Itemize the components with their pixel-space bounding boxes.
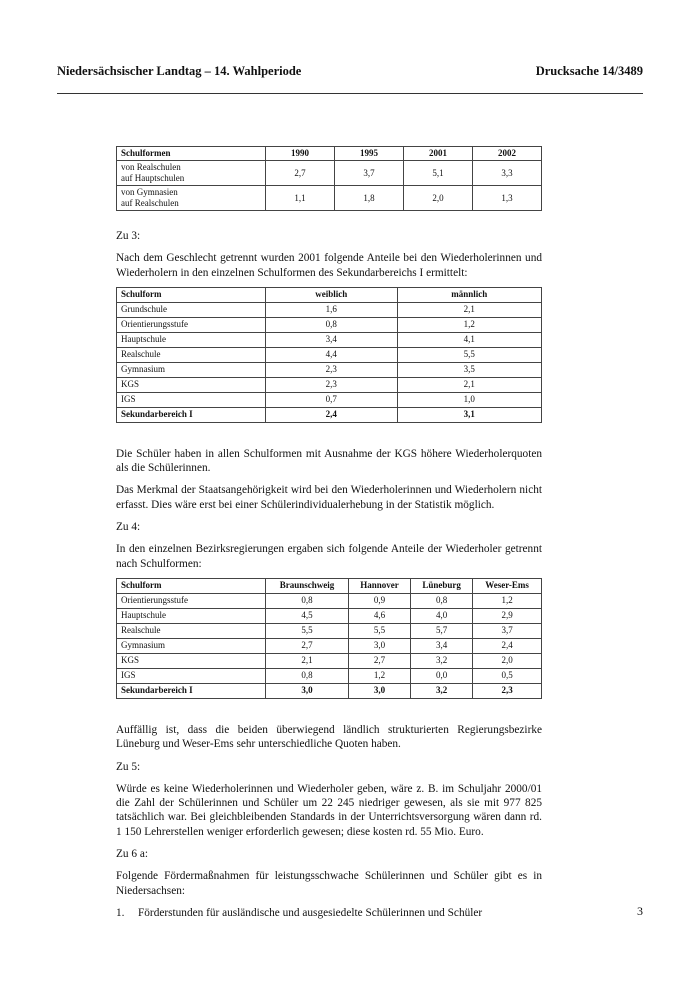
page-number: 3 [637, 904, 643, 918]
table-cell: 3,2 [411, 653, 473, 668]
table-cell: 3,4 [411, 638, 473, 653]
list-item [116, 906, 542, 920]
column-header: 2002 [473, 147, 542, 161]
row-label-line: auf Realschulen [121, 198, 179, 208]
row-label: Grundschule [117, 302, 266, 317]
row-label [117, 161, 266, 186]
table-row [117, 161, 542, 186]
table-cell: 5,7 [411, 623, 473, 638]
table-cell: 0,7 [266, 392, 398, 407]
table-cell: 3,7 [335, 161, 404, 186]
row-label-line: von Realschulen [121, 162, 181, 172]
table-row [117, 317, 542, 332]
row-label: Realschule [117, 347, 266, 362]
row-label: Sekundarbereich I [117, 407, 266, 422]
table-bezirksregierungen [116, 578, 542, 699]
row-label-line: von Gymnasien [121, 187, 178, 197]
table-row [117, 653, 542, 668]
section-heading-zu6a: Zu 6 a: [116, 848, 148, 861]
row-label-line: auf Hauptschulen [121, 173, 185, 183]
column-header: Braunschweig [266, 578, 349, 593]
table-cell: 4,0 [411, 608, 473, 623]
page-body [116, 146, 542, 920]
table-cell: 1,6 [266, 302, 398, 317]
row-label: KGS [117, 653, 266, 668]
table-cell: 2,7 [266, 638, 349, 653]
table-cell: 3,5 [397, 362, 541, 377]
row-label: Orientierungsstufe [117, 317, 266, 332]
table-header-row [117, 578, 542, 593]
row-label: IGS [117, 392, 266, 407]
section-heading-zu4: Zu 4: [116, 521, 141, 534]
row-label [117, 186, 266, 211]
header-left: Niedersächsischer Landtag – 14. Wahlperiode [57, 64, 302, 78]
table-cell: 0,9 [349, 593, 411, 608]
table-cell: 2,1 [266, 653, 349, 668]
table-row [117, 186, 542, 211]
table-cell: 3,7 [473, 623, 542, 638]
table-cell: 3,3 [473, 161, 542, 186]
table-cell: 2,0 [404, 186, 473, 211]
table-row [117, 593, 542, 608]
table-cell: 2,3 [266, 377, 398, 392]
table-cell: 1,2 [349, 668, 411, 683]
list-number: 1. [116, 906, 125, 919]
row-label: Hauptschule [117, 608, 266, 623]
column-header: 2001 [404, 147, 473, 161]
column-header: 1990 [266, 147, 335, 161]
table-cell: 0,8 [266, 317, 398, 332]
table-cell: 3,0 [349, 638, 411, 653]
table-row [117, 608, 542, 623]
row-label: Gymnasium [117, 638, 266, 653]
table-cell: 3,0 [349, 683, 411, 698]
table-row [117, 668, 542, 683]
table-cell: 0,8 [411, 593, 473, 608]
zu3-intro: Nach dem Geschlecht getrennt wurden 2001 folgende Anteile bei den Wiederholerinnen und Wiederholern in den einzelnen Schulformen des Sekundarbereichs I ermittelt: [116, 252, 542, 279]
table-cell: 2,3 [266, 362, 398, 377]
zu5-text: Würde es keine Wiederholerinnen und Wiederholer geben, wäre z. B. im Schuljahr 2000/01 die Zahl der Schülerinnen und Schüler um 22 245 niedriger gewesen, als sie mit 977 825 tatsächlich war. Bei gleichbleibenden Standards in der Unterrichtsversorgung wären dann rd. 1 150 Lehrerstellen weniger erforderlich gewesen; diese kosten rd. 55 Mio. Euro. [116, 782, 542, 838]
table-cell: 3,0 [266, 683, 349, 698]
column-header: 1995 [335, 147, 404, 161]
row-label: Orientierungsstufe [117, 593, 266, 608]
table-cell: 1,2 [397, 317, 541, 332]
table-cell: 5,5 [397, 347, 541, 362]
table-cell: 4,5 [266, 608, 349, 623]
table-row [117, 347, 542, 362]
table-cell: 0,8 [266, 668, 349, 683]
table-row [117, 332, 542, 347]
table-row [117, 362, 542, 377]
table-cell: 4,4 [266, 347, 398, 362]
section-heading-zu3: Zu 3: [116, 230, 141, 242]
table-cell: 1,3 [473, 186, 542, 211]
table-cell: 5,5 [349, 623, 411, 638]
table-row [117, 302, 542, 317]
header-right: Drucksache 14/3489 [535, 64, 643, 78]
table-row [117, 623, 542, 638]
table-cell: 0,0 [411, 668, 473, 683]
table-cell: 3,4 [266, 332, 398, 347]
table-cell: 1,1 [266, 186, 335, 211]
paragraph-auffaellig: Auffällig ist, dass die beiden überwiegend ländlich strukturierten Regierungsbezirke Lüneburg und Weser-Ems sehr unterschiedliche Quoten haben. [116, 723, 542, 751]
table-cell: 2,1 [397, 377, 541, 392]
table-cell: 3,2 [411, 683, 473, 698]
table-cell: 0,8 [266, 593, 349, 608]
table-cell: 5,1 [404, 161, 473, 186]
table-row [117, 683, 542, 698]
table-header-row [117, 287, 542, 302]
table-cell: 1,2 [473, 593, 542, 608]
header-divider [57, 93, 643, 94]
table-cell: 4,6 [349, 608, 411, 623]
zu4-intro: In den einzelnen Bezirksregierungen ergaben sich folgende Anteile der Wiederholer getrennt nach Schulformen: [116, 543, 542, 570]
table-cell: 1,0 [397, 392, 541, 407]
column-header: Schulform [117, 287, 266, 302]
page-header [57, 64, 643, 79]
column-header: Schulform [117, 578, 266, 593]
table-cell: 0,5 [473, 668, 542, 683]
table-row [117, 377, 542, 392]
column-header: Weser-Ems [473, 578, 542, 593]
column-header: weiblich [266, 287, 398, 302]
table-cell: 2,7 [266, 161, 335, 186]
column-header: männlich [397, 287, 541, 302]
table-geschlecht [116, 287, 542, 423]
row-label: Gymnasium [117, 362, 266, 377]
table-row [117, 407, 542, 422]
column-header: Hannover [349, 578, 411, 593]
table-cell: 4,1 [397, 332, 541, 347]
table-schulformwechsel [116, 146, 542, 211]
table-cell: 2,7 [349, 653, 411, 668]
section-heading-zu5: Zu 5: [116, 760, 141, 773]
table-row [117, 638, 542, 653]
table-cell: 2,3 [473, 683, 542, 698]
table-cell: 3,1 [397, 407, 541, 422]
table-cell: 5,5 [266, 623, 349, 638]
row-label: Sekundarbereich I [117, 683, 266, 698]
table-cell: 2,9 [473, 608, 542, 623]
table-cell: 1,8 [335, 186, 404, 211]
row-label: Realschule [117, 623, 266, 638]
table-cell: 2,1 [397, 302, 541, 317]
table-cell: 2,4 [266, 407, 398, 422]
paragraph-schueler-quoten: Die Schüler haben in allen Schulformen mit Ausnahme der KGS höhere Wiederholerquoten als die Schülerinnen. [116, 447, 542, 475]
table-cell: 2,4 [473, 638, 542, 653]
paragraph-staatsangehoerigkeit: Das Merkmal der Staatsangehörigkeit wird bei den Wiederholerinnen und Wiederholern nicht erfasst. Dies wäre erst bei einer Schülerindividualerhebung in der Statistik möglich. [116, 484, 542, 511]
list-text: Förderstunden für ausländische und ausgesiedelte Schülerinnen und Schüler [138, 906, 483, 919]
zu6a-text: Folgende Fördermaßnahmen für leistungsschwache Schülerinnen und Schüler gibt es in Niedersachsen: [116, 870, 542, 897]
row-label: KGS [117, 377, 266, 392]
table-row [117, 392, 542, 407]
row-label: Hauptschule [117, 332, 266, 347]
column-header: Lüneburg [411, 578, 473, 593]
table-cell: 2,0 [473, 653, 542, 668]
table-header-row [117, 147, 542, 161]
column-header: Schulformen [117, 147, 266, 161]
row-label: IGS [117, 668, 266, 683]
